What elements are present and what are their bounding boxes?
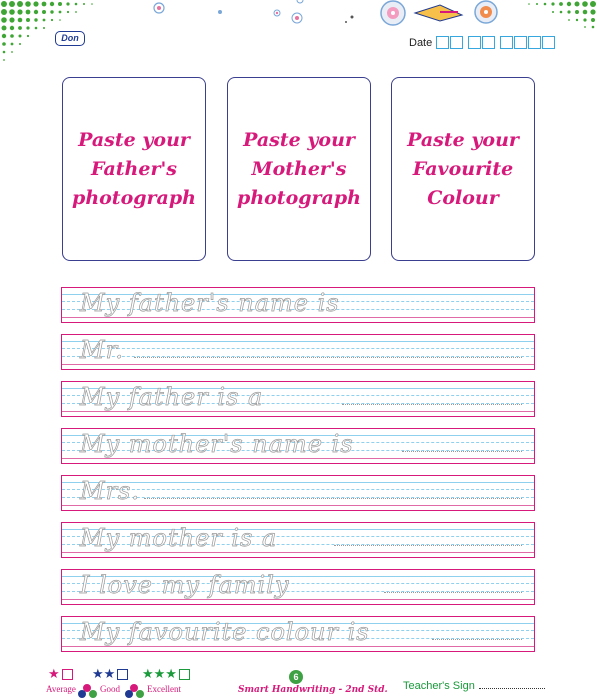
color-ball-icon <box>125 690 133 698</box>
date-digit-box[interactable] <box>514 36 527 49</box>
answer-blank[interactable] <box>334 545 522 546</box>
writing-line[interactable] <box>61 475 535 511</box>
writing-line[interactable] <box>61 381 535 417</box>
rating-label-good: Good <box>100 684 120 694</box>
publisher-badge: Don <box>55 31 85 46</box>
color-ball-icon <box>89 690 97 698</box>
date-digit-box[interactable] <box>436 36 449 49</box>
favourite-colour-prompt: Paste your Favourite Colour <box>407 128 519 209</box>
answer-blank[interactable] <box>144 498 522 499</box>
date-digit-box[interactable] <box>528 36 541 49</box>
color-ball-icon <box>136 690 144 698</box>
writing-line[interactable] <box>61 616 535 652</box>
trace-text: My father's name is <box>80 289 340 317</box>
answer-blank[interactable] <box>402 451 522 452</box>
trace-text: My father is a <box>80 383 264 411</box>
answer-blank[interactable] <box>134 357 522 358</box>
date-digit-box[interactable] <box>500 36 513 49</box>
color-ball-icon <box>78 690 86 698</box>
date-digit-box[interactable] <box>482 36 495 49</box>
writing-line[interactable] <box>61 522 535 558</box>
answer-blank[interactable] <box>384 592 522 593</box>
rating-stars <box>46 667 196 681</box>
rating-label-average: Average <box>46 684 76 694</box>
mother-photo-prompt: Paste your Mother's photograph <box>237 128 361 209</box>
date-digit-box[interactable] <box>542 36 555 49</box>
page-number: 6 <box>289 670 303 684</box>
favourite-colour-box[interactable] <box>391 77 535 261</box>
teacher-sign-label: Teacher's Sign <box>403 680 475 692</box>
writing-line[interactable] <box>61 428 535 464</box>
trace-text: Mrs. <box>80 477 140 505</box>
father-photo-box[interactable] <box>62 77 206 261</box>
date-field[interactable] <box>409 36 556 49</box>
teacher-sign-blank[interactable] <box>479 688 545 689</box>
decorative-bubbles <box>140 0 510 30</box>
date-digit-box[interactable] <box>468 36 481 49</box>
answer-blank[interactable] <box>342 404 522 405</box>
date-label: Date <box>409 36 433 49</box>
trace-text: My favourite colour is <box>80 618 370 646</box>
teacher-sign[interactable] <box>403 680 545 692</box>
trace-text: Mr. <box>80 336 125 364</box>
answer-blank[interactable] <box>432 639 522 640</box>
rating-good[interactable]: ★★ <box>92 667 128 681</box>
rating-excellent[interactable]: ★★★ <box>142 667 190 681</box>
writing-line[interactable] <box>61 287 535 323</box>
father-photo-prompt: Paste your Father's photograph <box>72 128 196 209</box>
writing-line[interactable] <box>61 569 535 605</box>
rating-average[interactable]: ★ <box>48 667 73 681</box>
trace-text: My mother is a <box>80 524 278 552</box>
decorative-dots-right <box>497 0 597 30</box>
trace-text: My mother's name is <box>80 430 354 458</box>
trace-text: I love my family <box>80 571 290 599</box>
mother-photo-box[interactable] <box>227 77 371 261</box>
date-digit-box[interactable] <box>450 36 463 49</box>
writing-line[interactable] <box>61 334 535 370</box>
rating-label-excellent: Excellent <box>147 684 181 694</box>
book-title: Smart Handwriting - 2nd Std. <box>238 685 388 695</box>
